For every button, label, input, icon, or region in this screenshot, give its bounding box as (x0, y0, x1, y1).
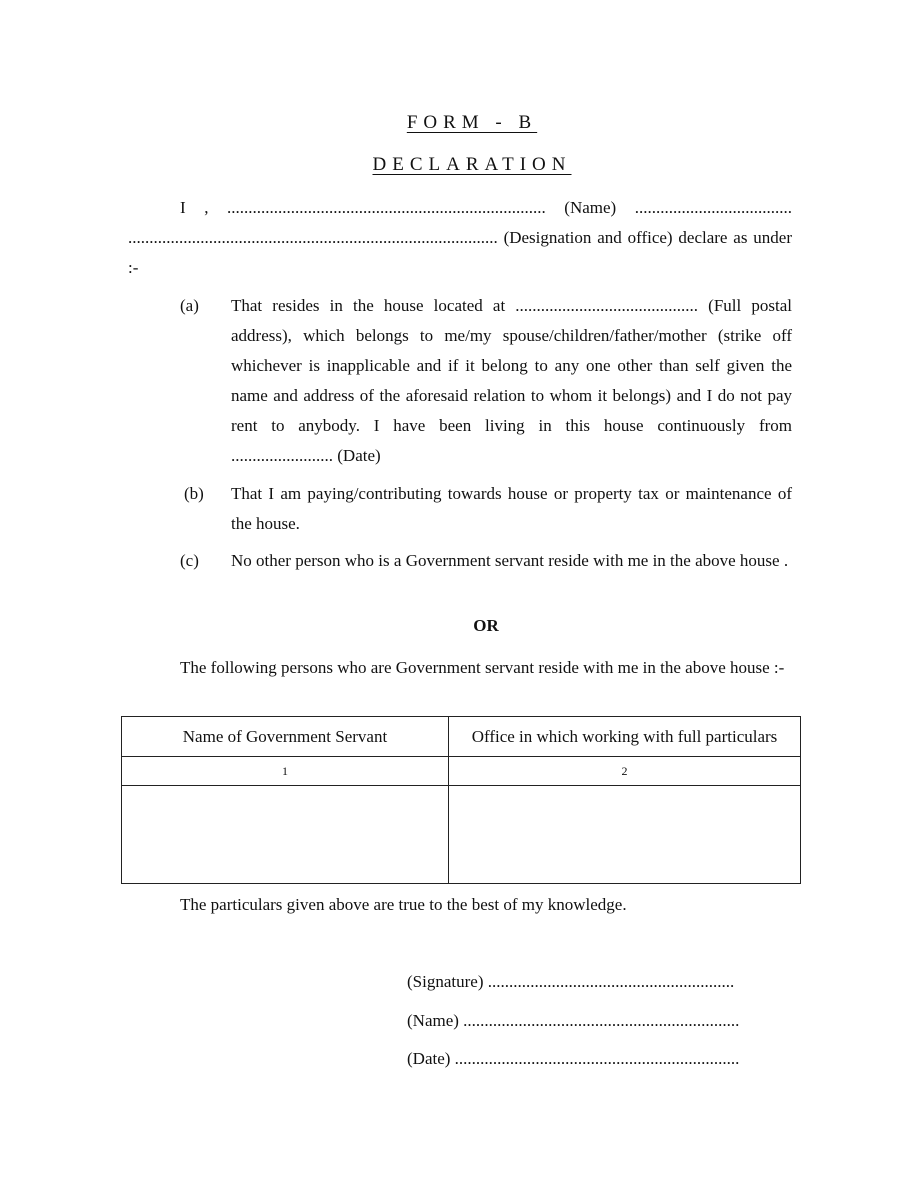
name-line: (Name) ................................................................. (407, 1011, 740, 1030)
form-title: FORM - B (406, 112, 538, 133)
table-header-row (122, 717, 801, 757)
office-cell[interactable] (449, 786, 801, 884)
clause-label: (a) (180, 296, 199, 315)
column-number: 2 (449, 757, 801, 786)
name-cell[interactable] (122, 786, 449, 884)
or-separator: OR (473, 616, 499, 635)
clause-b (180, 479, 792, 539)
clause-text: That resides in the house located at ........................................... (Full postal address), which belongs to me/my spouse/children/father/mother (strike off whichever is inapplicable and if it belong to any one other than self given the name and address of the aforesaid relation to whom it belongs) and I do not pay rent to anybody. I have been living in this house continuously from ........................ (Date) (231, 296, 792, 465)
column-number: 1 (122, 757, 449, 786)
clause-c (180, 546, 792, 576)
clause-a (180, 291, 792, 471)
clause-text: No other person who is a Government servant reside with me in the above house . (231, 551, 789, 570)
clause-text: That I am paying/contributing towards house or property tax or maintenance of the house. (231, 484, 792, 533)
column-header-office: Office in which working with full particulars (449, 717, 801, 757)
date-line: (Date) ................................................................... (407, 1049, 740, 1068)
table-row (122, 786, 801, 884)
clause-label: (b) (184, 484, 204, 503)
intro-paragraph: I , ........................................................................... (Name) ..................................... ....................................................................................... (Designation and office) declare as under :- (128, 198, 792, 277)
government-servants-table (121, 716, 801, 884)
clause-label: (c) (180, 551, 199, 570)
declaration-title: DECLARATION (372, 154, 572, 175)
column-number-row (122, 757, 801, 786)
signature-line: (Signature) .......................................................... (407, 972, 735, 991)
column-header-name: Name of Government Servant (122, 717, 449, 757)
closing-statement: The particulars given above are true to the best of my knowledge. (180, 895, 627, 914)
following-paragraph: The following persons who are Government servant reside with me in the above house :- (180, 658, 785, 677)
